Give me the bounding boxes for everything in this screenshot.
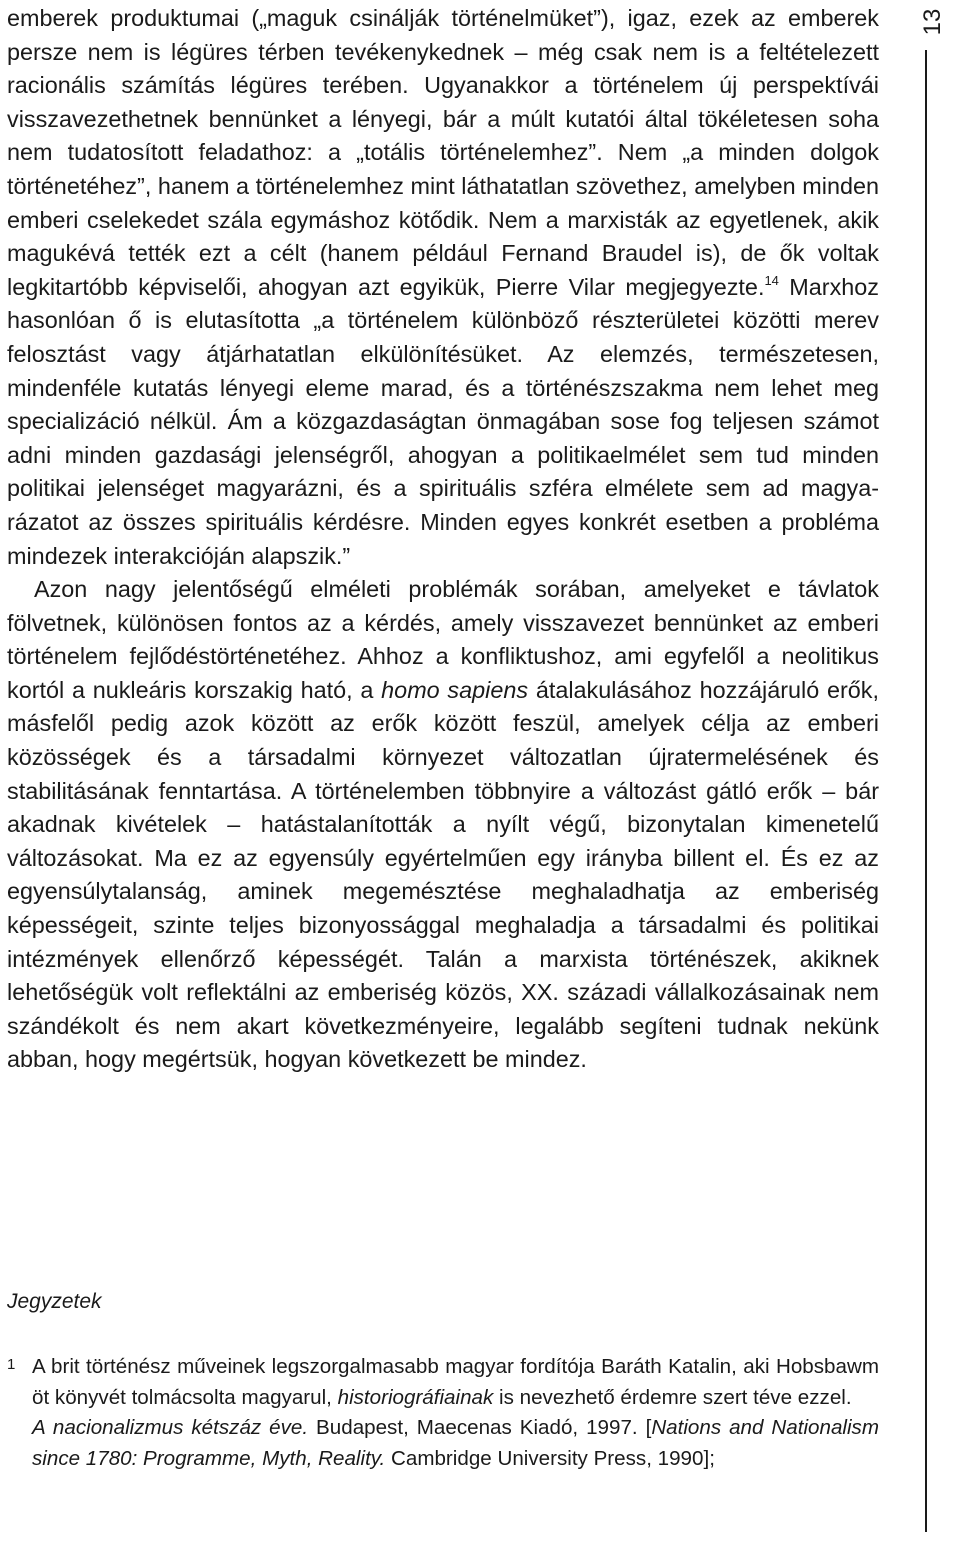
note-italic-b: A nacionalizmus kétszáz éve. [32, 1416, 309, 1440]
note-number: 1 [7, 1356, 16, 1373]
note-text-c: Budapest, Maecenas Kiadó, 1997. [ [308, 1416, 652, 1440]
note-text-a: A brit történész műveinek legszorgalmasabb magyar fordítója Baráth Katalin, aki Hobsbawm öt könyvét tolmácsolta magyarul, [32, 1355, 879, 1409]
note-text-d: Cambridge University Press, 1990]; [385, 1446, 715, 1470]
note-item [7, 1352, 879, 1474]
page-number: 13 [919, 8, 946, 36]
note-italic-c: Nations and Nationalism since 1780: Programme, Myth, Reality. [32, 1416, 880, 1470]
paragraph-1-text-a: emberek produktumai („maguk csinálják történelmüket”), igaz, ezek az emberek persze nem is légüres térben tevékenykednek – még csak nem is a feltételezett racionális számítás légüres terében. Ugyanakkor a történelem új perspektívái visszavezethetnek bennünket a lényegi, bár a múlt kutatói által tökéletesen soha nem tudatosított feladathoz: a „totális történelemhez”. Nem „a minden dolgok történetéhez”, hanem a történelemhez mint láthatatlan szövethez, amelyben minden emberi cselekedet szála egymáshoz kötődik. Nem a marxisták az egyetlenek, akik magukévá tették ezt a célt (hanem például Fernand Braudel is), de ők voltak legkitartóbb képviselői, ahogyan azt egyikük, Pierre Vilar megjegyezte. [7, 5, 879, 300]
margin-rule [925, 50, 927, 1532]
paragraph-1 [7, 2, 879, 573]
notes-list [7, 1352, 879, 1474]
paragraph-2-italic-term: homo sapiens [381, 676, 529, 703]
footnote-reference: 14 [764, 272, 779, 288]
paragraph-1-text-b: Marxhoz hasonlóan ő is elutasította „a történelem különböző részterületei közötti merev felosztást vagy átjárhatatlan elkülönítésüket. Az elemzés, természetesen, mindenféle kutatás lényegi eleme marad, és a történészszakma nem lehet meg specializáció nélkül. Ám a közgazdaságtan önmagában sose fog teljesen számot adni minden gazdasági jelenségről, ahogyan a politikaelmélet sem tud minden politikai jelenséget magyarázni, és a spirituális szféra elmélete sem ad magyarázatot az összes spirituális kérdésre. Minden egyes konkrét esetben a probléma mindezek interakcióján alapszik.” [7, 273, 879, 569]
paragraph-2 [7, 573, 879, 1077]
note-text-b: is nevezhető érdemre szert téve ezzel. [493, 1385, 852, 1409]
paragraph-2-text-b: átalakulásához hozzájáruló erők, másfelől pedig azok között az erők között feszül, amelyek célja az emberi közösségek és a társadalmi környezet változatlan újratermelésének és stabilitásának fenntartása. A történelemben többnyire a változást gátló erők – bár akadnak kivételek – hatástalanították a nyílt végű, bizonytalan kimenetelű változásokat. Ma ez az egyensúly egyértelműen egy irányba billent el. És ez az egyensúlytalanság, aminek megemésztése meghaladhatja az emberiség képességeit, szinte teljes bizonyossággal meghaladja a társadalmi és politikai intézmények ellenőrző képességét. Talán a marxista történészek, akiknek lehetőségük volt reflektálni az emberiség közös, XX. századi vállalkozásainak nem szándékolt és nem akart következményeire, legalább segíteni tudnak nekünk abban, hogy megértsük, hogyan következett be mindez. [7, 676, 879, 1073]
main-text [7, 2, 879, 1077]
paragraph-2-text-a: Azon nagy jelentőségű elméleti problémák sorában, amelyeket e távlatok fölvetnek, különösen fontos az a kérdés, amely visszavezet bennünket az emberi történelem fejlődéstörténetéhez. Ahhoz a konfliktushoz, ami egyfelől a neolitikus kortól a nukleáris korszakig ható, a [7, 576, 879, 703]
note-italic-a: historiográfiainak [337, 1385, 494, 1409]
notes-heading: Jegyzetek [7, 1290, 102, 1313]
